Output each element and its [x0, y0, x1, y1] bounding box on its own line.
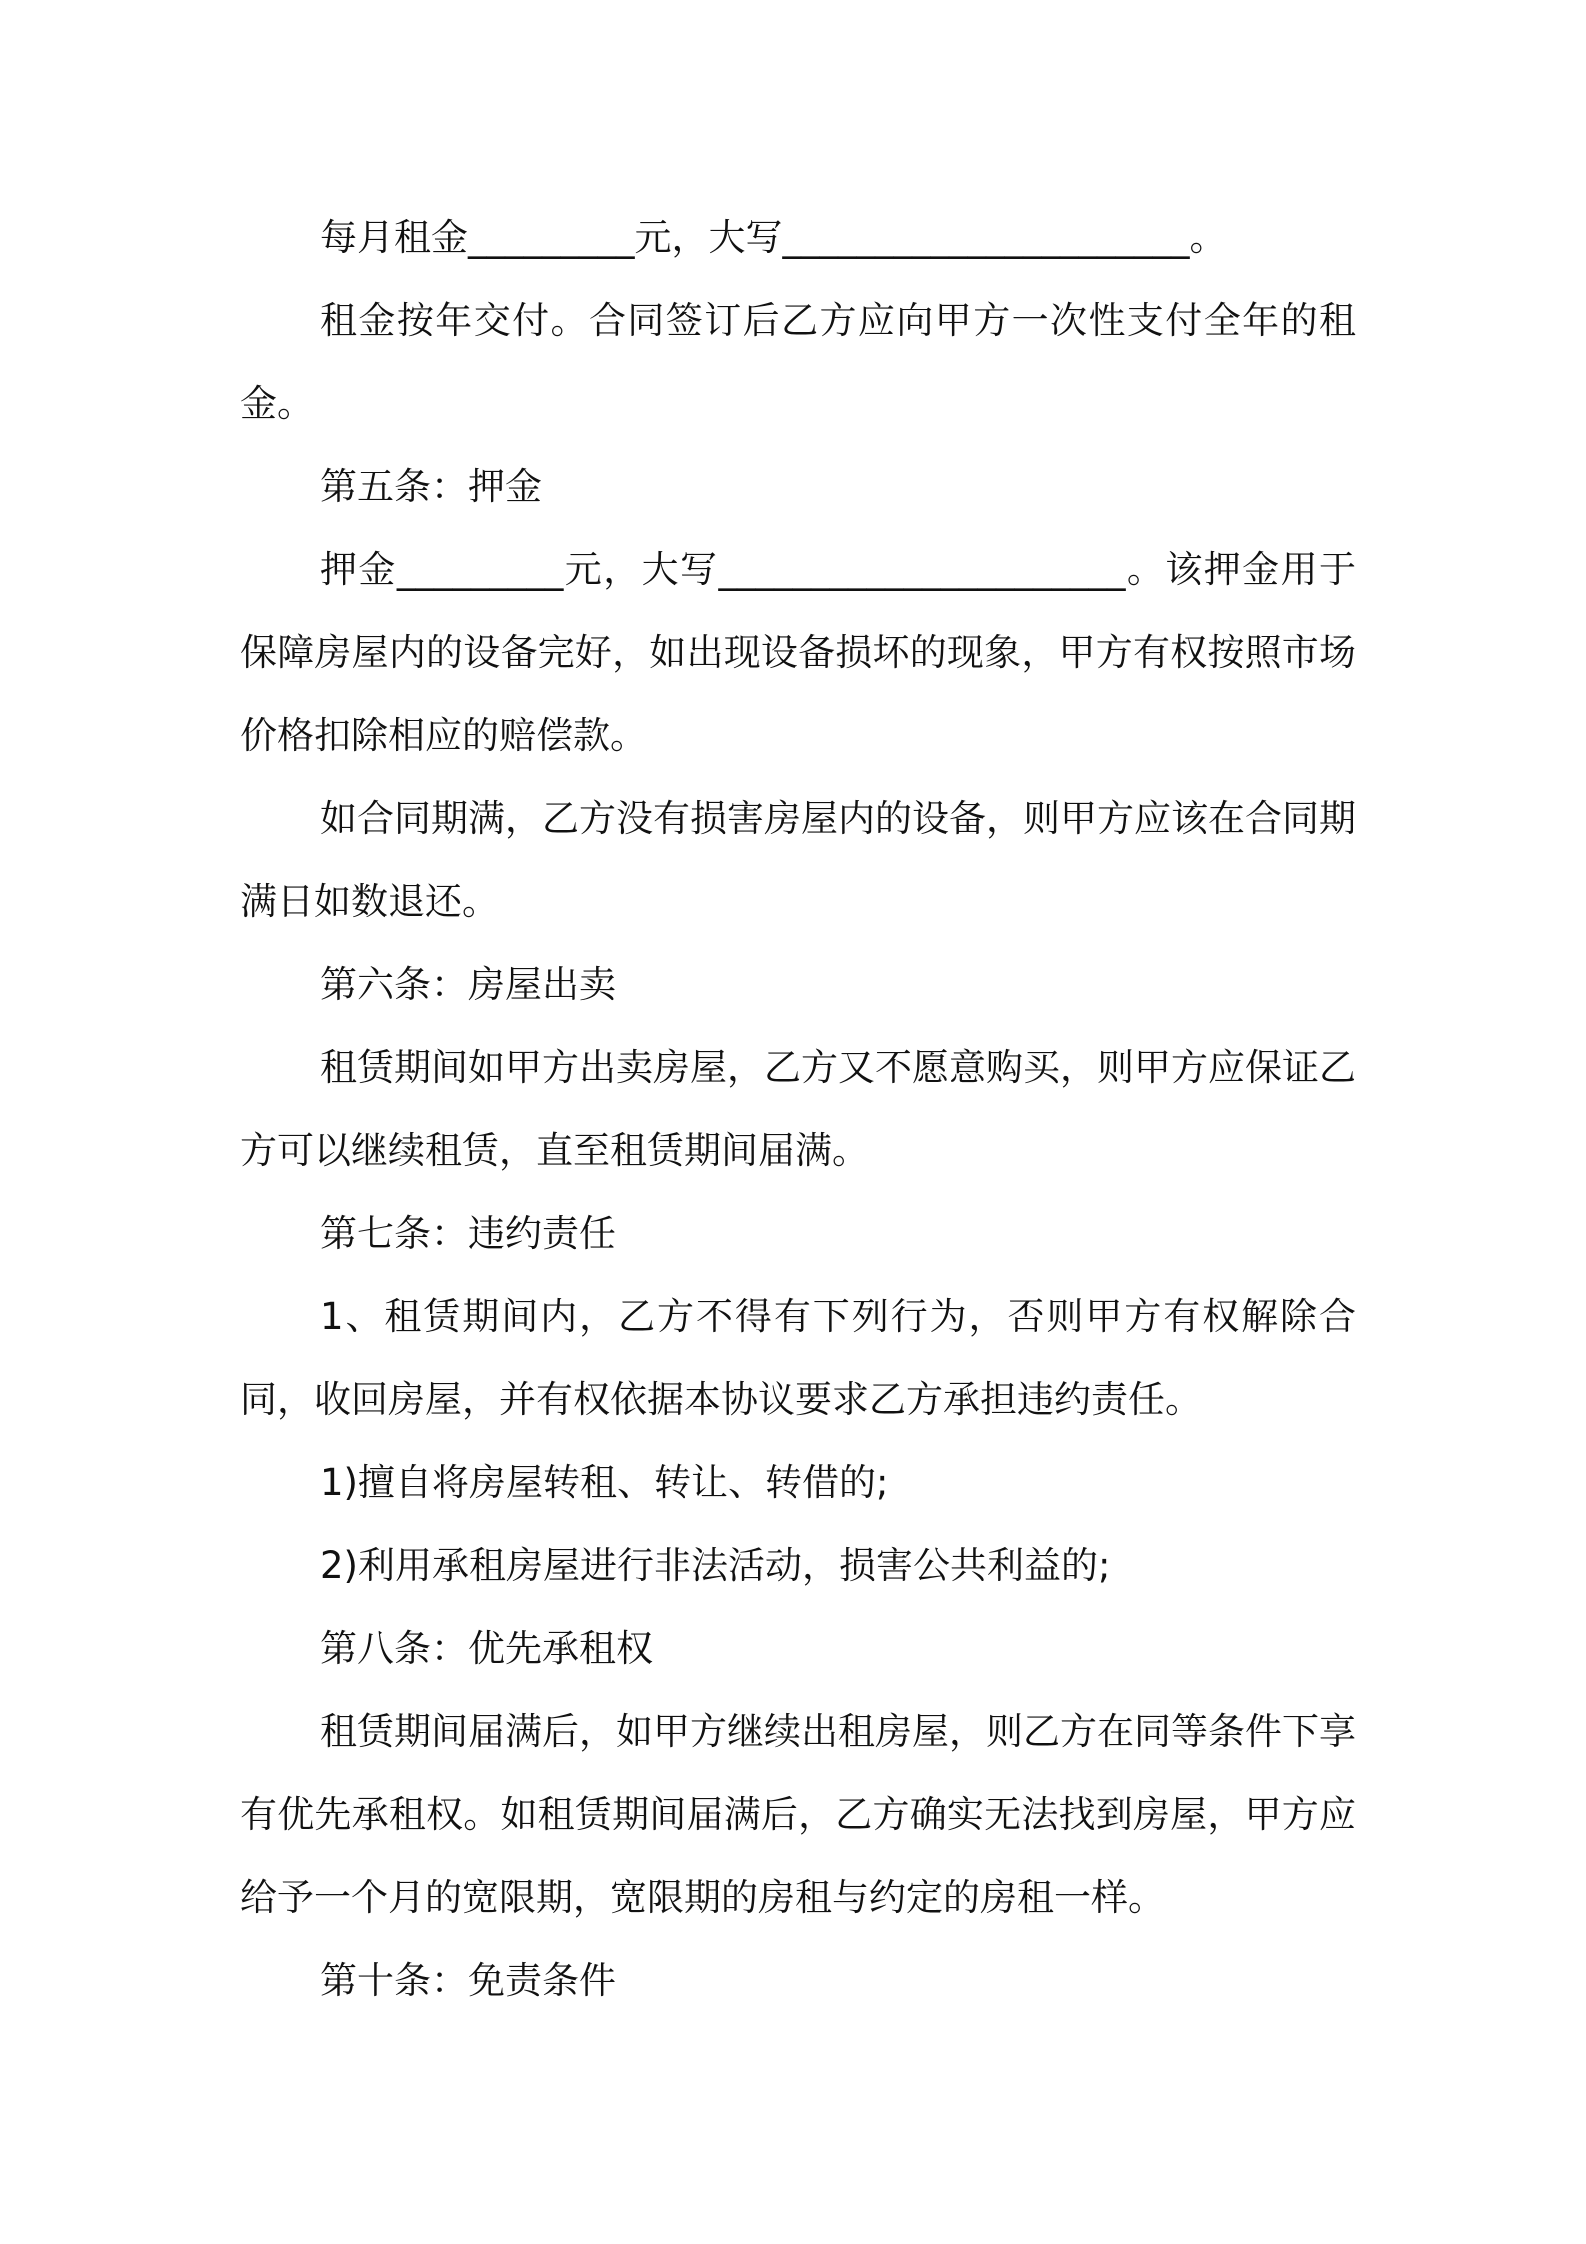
article-8-heading: 第八条：优先承租权 [320, 1627, 653, 1670]
deposit-paragraph: 押金_________元，大写______________________。该押金用于保障房屋内的设备完好，如出现设备损坏的现象，甲方有权按照市场价格扣除相应的赔偿款。 [240, 548, 1356, 757]
document-page [240, 196, 1356, 2022]
priority-lease-paragraph: 租赁期间届满后，如甲方继续出租房屋，则乙方在同等条件下享有优先承租权。如租赁期间届满后，乙方确实无法找到房屋，甲方应给予一个月的宽限期，宽限期的房租与约定的房租一样。 [240, 1710, 1356, 1919]
deposit-return-paragraph: 如合同期满，乙方没有损害房屋内的设备，则甲方应该在合同期满日如数退还。 [240, 797, 1356, 923]
rent-payment-paragraph: 租金按年交付。合同签订后乙方应向甲方一次性支付全年的租金。 [240, 299, 1356, 425]
breach-item-2: 2)利用承租房屋进行非法活动，损害公共利益的; [320, 1544, 1111, 1587]
article-10-heading: 第十条：免责条件 [320, 1959, 616, 2002]
article-6-heading: 第六条：房屋出卖 [320, 963, 616, 1006]
breach-item-1: 1)擅自将房屋转租、转让、转借的; [320, 1461, 889, 1504]
house-sale-paragraph: 租赁期间如甲方出卖房屋，乙方又不愿意购买，则甲方应保证乙方可以继续租赁，直至租赁期间届满。 [240, 1046, 1356, 1172]
article-7-heading: 第七条：违约责任 [320, 1212, 616, 1255]
rent-amount-line: 每月租金_________元，大写______________________。 [320, 216, 1227, 259]
breach-clause-1: 1、租赁期间内，乙方不得有下列行为，否则甲方有权解除合同，收回房屋，并有权依据本协议要求乙方承担违约责任。 [240, 1295, 1356, 1421]
article-5-heading: 第五条：押金 [320, 465, 542, 508]
